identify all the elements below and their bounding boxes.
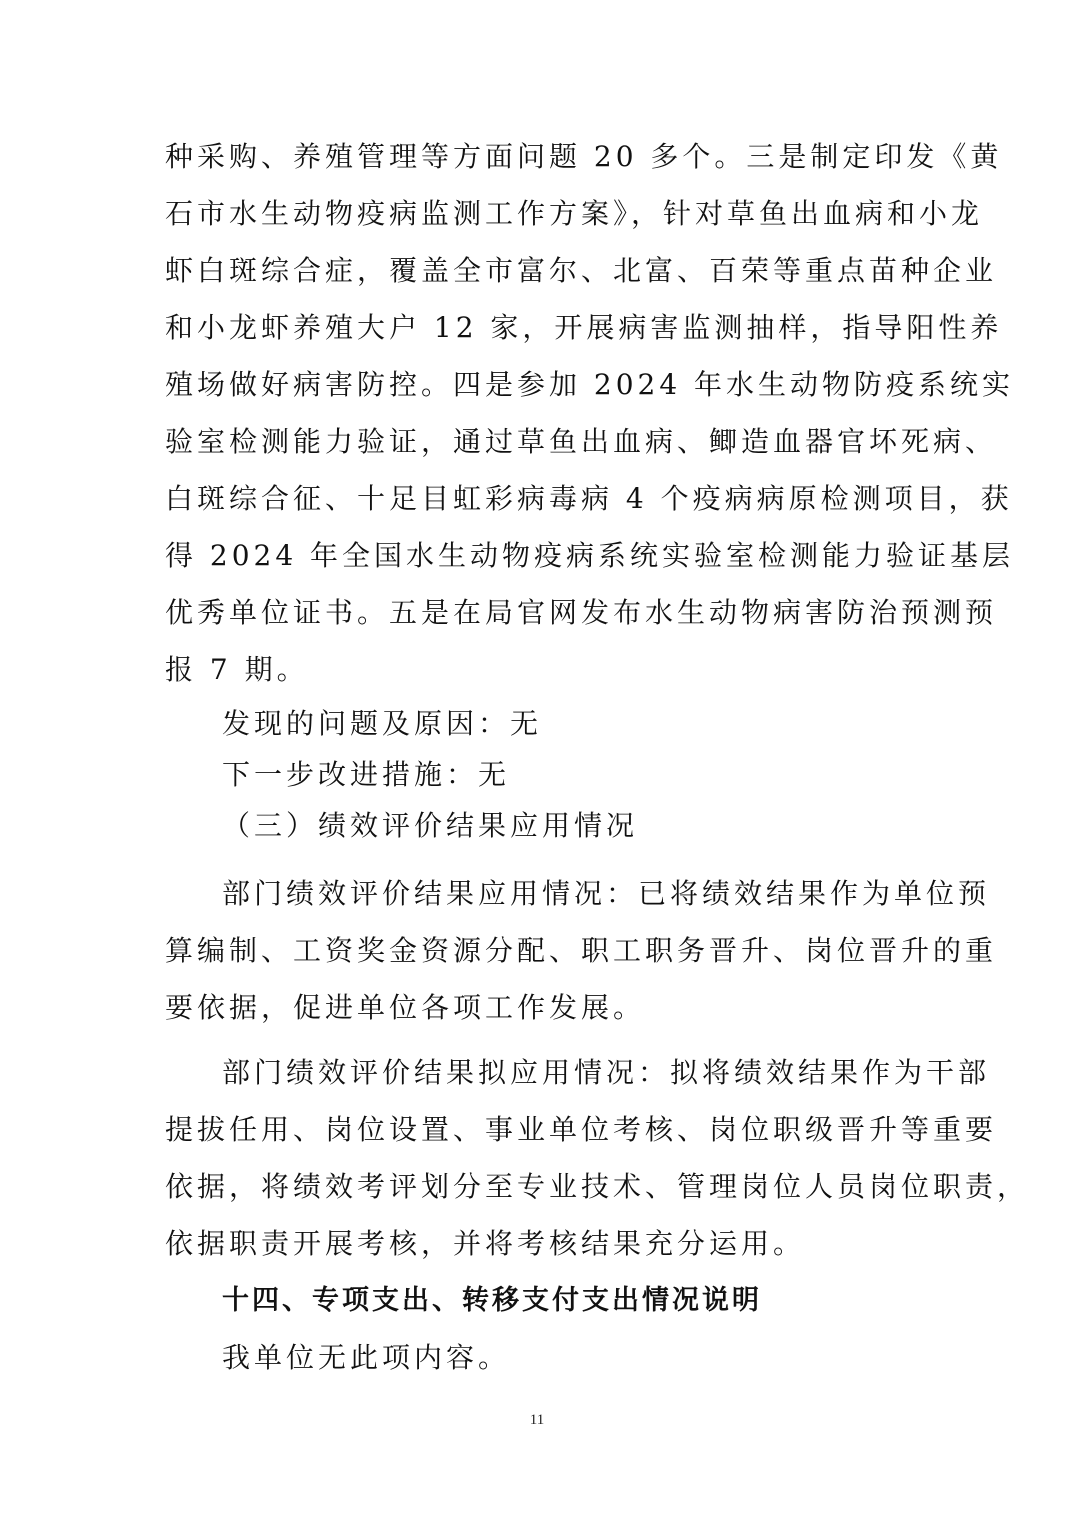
page-content [165, 128, 1030, 1386]
paragraph-results-planned [165, 1044, 1030, 1272]
text-line: 依据，将绩效考评划分至专业技术、管理岗位人员岗位职责， [165, 1170, 1030, 1203]
page-number: 11 [529, 1412, 545, 1428]
text-line: 石市水生动物疫病监测工作方案》，针对草鱼出血病和小龙 [165, 197, 984, 230]
section-3-heading: （三）绩效评价结果应用情况 [222, 809, 639, 842]
text-line: 验室检测能力验证，通过草鱼出血病、鲫造血器官坏死病、 [165, 425, 998, 458]
text-line: 优秀单位证书。五是在局官网发布水生动物病害防治预测预 [165, 596, 998, 629]
paragraph-results-applied [165, 865, 998, 1036]
text-line: 种采购、养殖管理等方面问题 20 多个。三是制定印发《黄 [165, 140, 1003, 173]
text-line: 白斑综合征、十足目虹彩病毒病 4 个疫病病原检测项目，获 [165, 482, 1013, 515]
text-line: 和小龙虾养殖大户 12 家，开展病害监测抽样，指导阳性养 [165, 311, 1003, 344]
next-steps-line: 下一步改进措施：无 [222, 758, 511, 791]
text-line: 殖场做好病害防控。四是参加 2024 年水生动物防疫系统实 [165, 368, 1015, 401]
paragraph-aquatic-disease [165, 128, 1015, 698]
text-line: 依据职责开展考核，并将考核结果充分运用。 [165, 1227, 806, 1260]
section-14-text: 我单位无此项内容。 [222, 1341, 511, 1374]
text-line: 部门绩效评价结果应用情况：已将绩效结果作为单位预 [222, 877, 991, 910]
text-line: 虾白斑综合症，覆盖全市富尔、北富、百荣等重点苗种企业 [165, 254, 998, 287]
text-line: 部门绩效评价结果拟应用情况：拟将绩效结果作为干部 [222, 1056, 991, 1089]
problems-line: 发现的问题及原因：无 [222, 707, 543, 740]
text-line: 算编制、工资奖金资源分配、职工职务晋升、岗位晋升的重 [165, 934, 998, 967]
text-line: 要依据，促进单位各项工作发展。 [165, 991, 646, 1024]
text-line: 提拔任用、岗位设置、事业单位考核、岗位职级晋升等重要 [165, 1113, 998, 1146]
section-14-heading: 十四、专项支出、转移支付支出情况说明 [222, 1285, 762, 1316]
text-line: 得 2024 年全国水生动物疫病系统实验室检测能力验证基层 [165, 539, 1015, 572]
text-line: 报 7 期。 [165, 653, 309, 686]
